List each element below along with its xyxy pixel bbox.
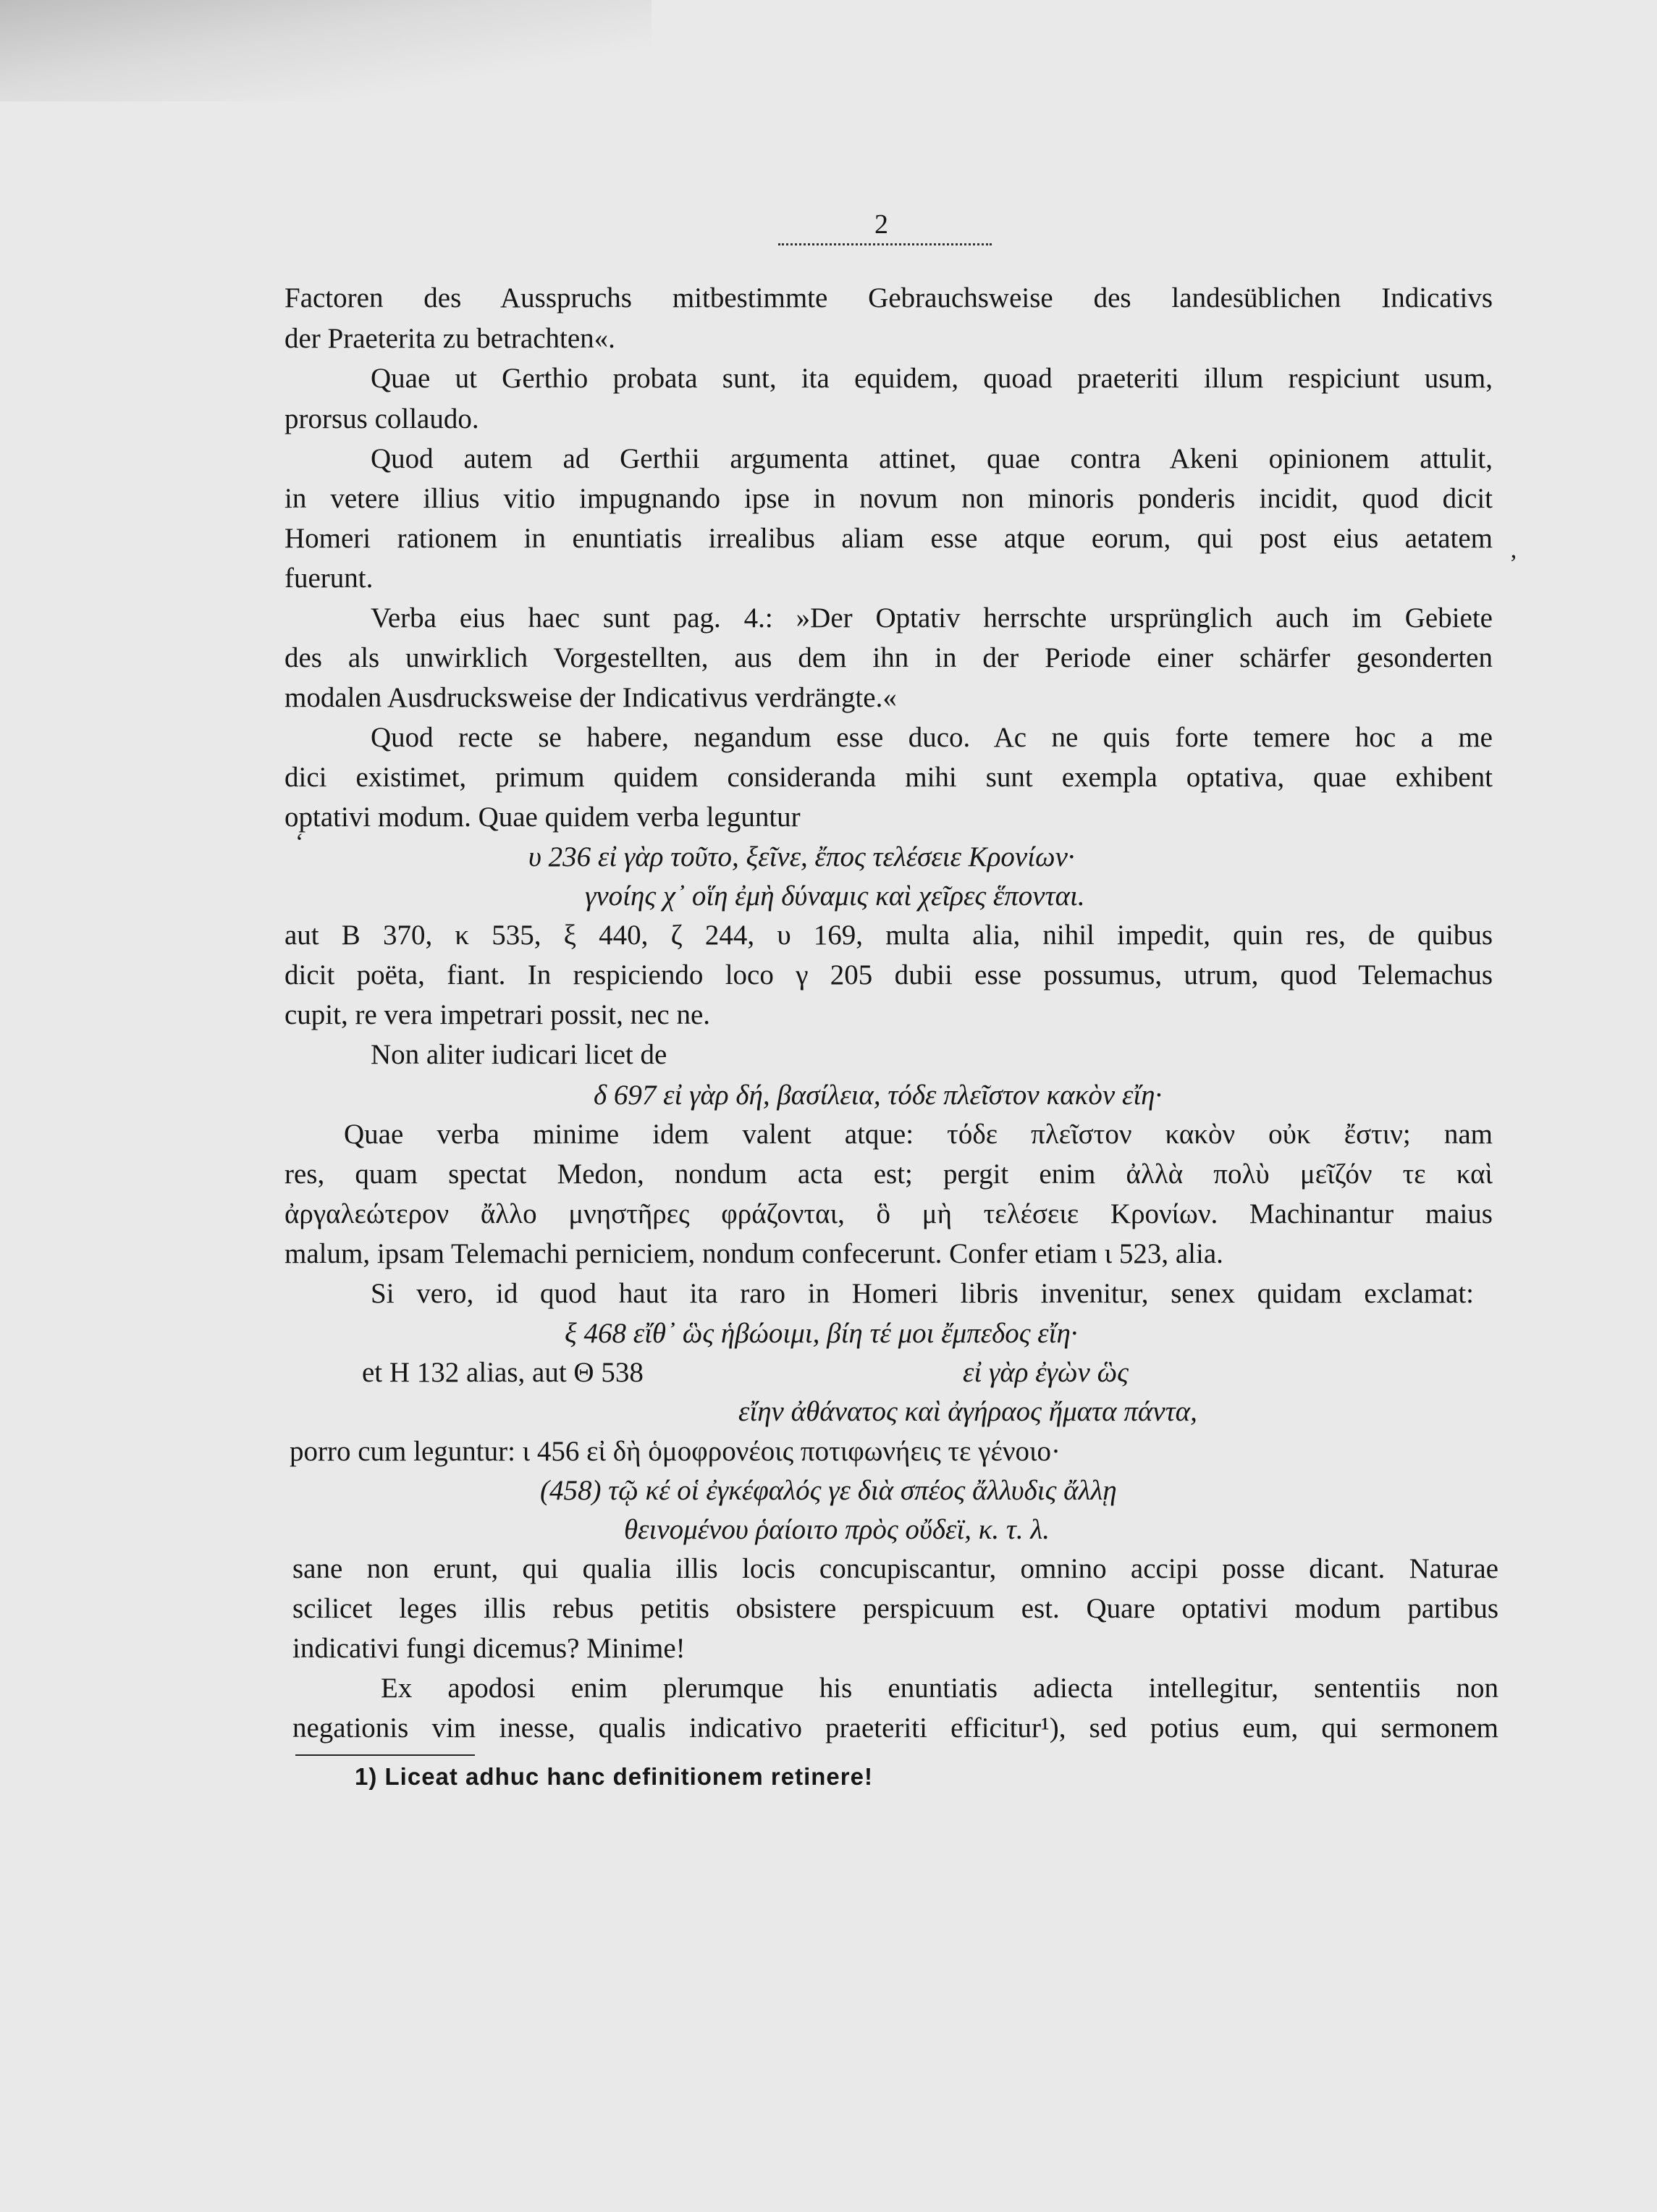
text-line-4: prorsus collaudo. [284, 403, 479, 434]
greek-verse-4: ξ 468 εἴθ᾽ ὣς ἡβώοιμι, βίη τέ μοι ἔμπεδος εἴη· [565, 1318, 1078, 1349]
text-line-14: optativi modum. Quae quidem verba leguntur [284, 802, 801, 833]
text-line-3: Quae ut Gerthio probata sunt, ita equidem, quoad praeteriti illum respiciunt usum, [371, 363, 1493, 394]
text-line-10: des als unwirklich Vorgestellten, aus dem ihn in der Periode einer schärfer gesonderten [284, 642, 1493, 673]
text-line-26: Si vero, id quod haut ita raro in Homeri libris invenitur, senex quidam exclamat: [371, 1278, 1474, 1309]
text-line-9: Verba eius haec sunt pag. 4.: »Der Optativ herrschte ursprünglich auch im Gebiete [371, 602, 1493, 634]
text-line-36: indicativi fungi dicemus? Minime! [292, 1633, 686, 1664]
page-number: 2 [874, 209, 888, 240]
text-line-19: cupit, re vera impetrari possit, nec ne. [284, 999, 711, 1030]
page-number-rule [778, 243, 992, 245]
text-line-22: Quae verba minime idem valent atque: τόδε πλεῖστον κακὸν οὐκ ἔστιν; nam [344, 1119, 1493, 1150]
greek-verse-1: υ 236 εἰ γὰρ τοῦτο, ξεῖνε, ἔπος τελέσειε Κρονίων· [528, 841, 1075, 872]
greek-verse-8: θεινομένου ῥαίοιτο πρὸς οὔδεϊ, κ. τ. λ. [624, 1514, 1050, 1545]
footnote: 1) Liceat adhuc hanc definitionem retinere! [355, 1763, 873, 1790]
greek-verse-6: εἴην ἀθάνατος καὶ ἀγήραος ἤματα πάντα, [738, 1396, 1197, 1427]
text-line-23: res, quam spectat Medon, nondum acta est; pergit enim ἀλλὰ πολὺ μεῖζόν τε καὶ [284, 1158, 1493, 1190]
text-line-34: sane non erunt, qui qualia illis locis concupiscantur, omnino accipi posse dicant. Naturae [292, 1553, 1498, 1584]
text-line-8: fuerunt. [284, 563, 374, 594]
text-line-17: aut B 370, κ 535, ξ 440, ζ 244, υ 169, multa alia, nihil impedit, quin res, de quibus [284, 920, 1493, 951]
text-line-28: et H 132 alias, aut Θ 538 [362, 1357, 644, 1388]
text-line-13: dici existimet, primum quidem consideranda mihi sunt exempla optativa, quae exhibent [284, 762, 1493, 793]
text-line-11: modalen Ausdrucksweise der Indicativus verdrängte.« [284, 682, 897, 713]
text-line-18: dicit poëta, fiant. In respiciendo loco γ 205 dubii esse possumus, utrum, quod Telemachus [284, 959, 1493, 991]
greek-verse-2: γνοίης χ᾽ οἵη ἐμὴ δύναμις καὶ χεῖρες ἕπονται. [585, 880, 1085, 912]
text-line-7: Homeri rationem in enuntiatis irrealibus aliam esse atque eorum, qui post eius aetatem [284, 523, 1493, 554]
text-line-6: in vetere illius vitio impugnando ipse in novum non minoris ponderis incidit, quod dicit [284, 483, 1493, 514]
greek-verse-5: εἰ γὰρ ἐγὼν ὣς [963, 1357, 1129, 1388]
stray-mark: ʼ [1509, 550, 1518, 577]
text-line-38: negationis vim inesse, qualis indicativo praeteriti efficitur¹), sed potius eum, qui sermonem [292, 1712, 1498, 1744]
text-line-2: der Praeterita zu betrachten«. [284, 323, 615, 354]
greek-verse-7: (458) τῷ κέ οἱ ἐγκέφαλός γε διὰ σπέος ἄλλυδις ἄλλῃ [540, 1475, 1117, 1506]
greek-verse-3: δ 697 εἰ γὰρ δή, βασίλεια, τόδε πλεῖστον κακὸν εἴη· [594, 1080, 1163, 1111]
text-line-35: scilicet leges illis rebus petitis obsistere perspicuum est. Quare optativi modum partibus [292, 1593, 1498, 1624]
stray-mark: ʻ [295, 829, 304, 856]
text-line-20: Non aliter iudicari licet de [371, 1039, 667, 1070]
page-edge-shadow [0, 0, 652, 101]
text-line-37: Ex apodosi enim plerumque his enuntiatis adiecta intellegitur, sententiis non [381, 1673, 1498, 1704]
text-line-25: malum, ipsam Telemachi perniciem, nondum confecerunt. Confer etiam ι 523, alia. [284, 1238, 1223, 1269]
text-line-31: porro cum leguntur: ι 456 εἰ δὴ ὁμοφρονέοις ποτιφωνήεις τε γένοιο· [290, 1436, 1061, 1467]
footnote-rule [295, 1754, 475, 1756]
text-line-1: Factoren des Ausspruchs mitbestimmte Gebrauchsweise des landesüblichen Indicativs [284, 282, 1493, 314]
text-line-5: Quod autem ad Gerthii argumenta attinet, quae contra Akeni opinionem attulit, [371, 443, 1493, 474]
text-line-12: Quod recte se habere, negandum esse duco. Ac ne quis forte temere hoc a me [371, 722, 1493, 753]
text-line-24: ἀργαλεώτερον ἄλλο μνηστῆρες φράζονται, ὃ μὴ τελέσειε Κρονίων. Machinantur maius [284, 1198, 1493, 1229]
